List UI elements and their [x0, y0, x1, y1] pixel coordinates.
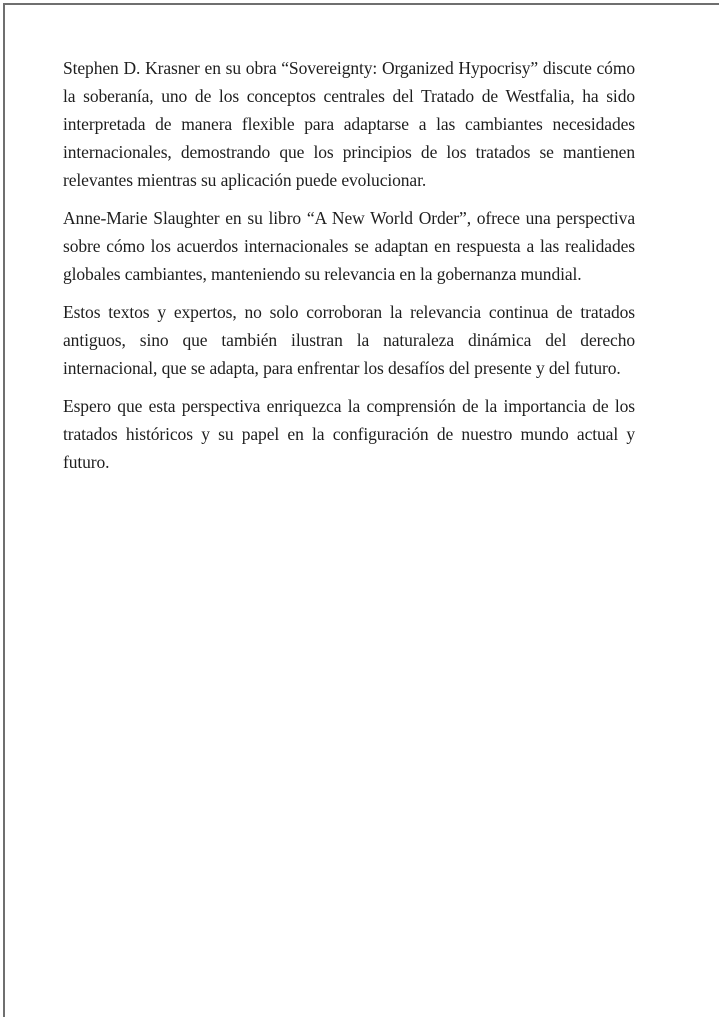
paragraph-slaughter-new-world-order: Anne-Marie Slaughter en su libro “A New World Order”, ofrece una perspectiva sobre cómo los acuerdos internacionales se adaptan en respuesta a las realidades globales cambiantes, manteniendo su relevancia en la gobernanza mundial. — [63, 208, 635, 284]
document-text-block — [63, 54, 635, 476]
paragraph-cierre-espero: Espero que esta perspectiva enriquezca la comprensión de la importancia de los tratados históricos y su papel en la configuración de nuestro mundo actual y futuro. — [63, 396, 635, 472]
paragraph-textos-y-expertos: Estos textos y expertos, no solo corroboran la relevancia continua de tratados antiguos, sino que también ilustran la naturaleza dinámica del derecho internacional, que se adapta, para enfrentar los desafíos del presente y del futuro. — [63, 302, 635, 378]
paragraph-krasner-sovereignty: Stephen D. Krasner en su obra “Sovereignty: Organized Hypocrisy” discute cómo la soberanía, uno de los conceptos centrales del Tratado de Westfalia, ha sido interpretada de manera flexible para adaptarse a las cambiantes necesidades internacionales, demostrando que los principios de los tratados se mantienen relevantes mientras su aplicación puede evolucionar. — [63, 58, 635, 190]
